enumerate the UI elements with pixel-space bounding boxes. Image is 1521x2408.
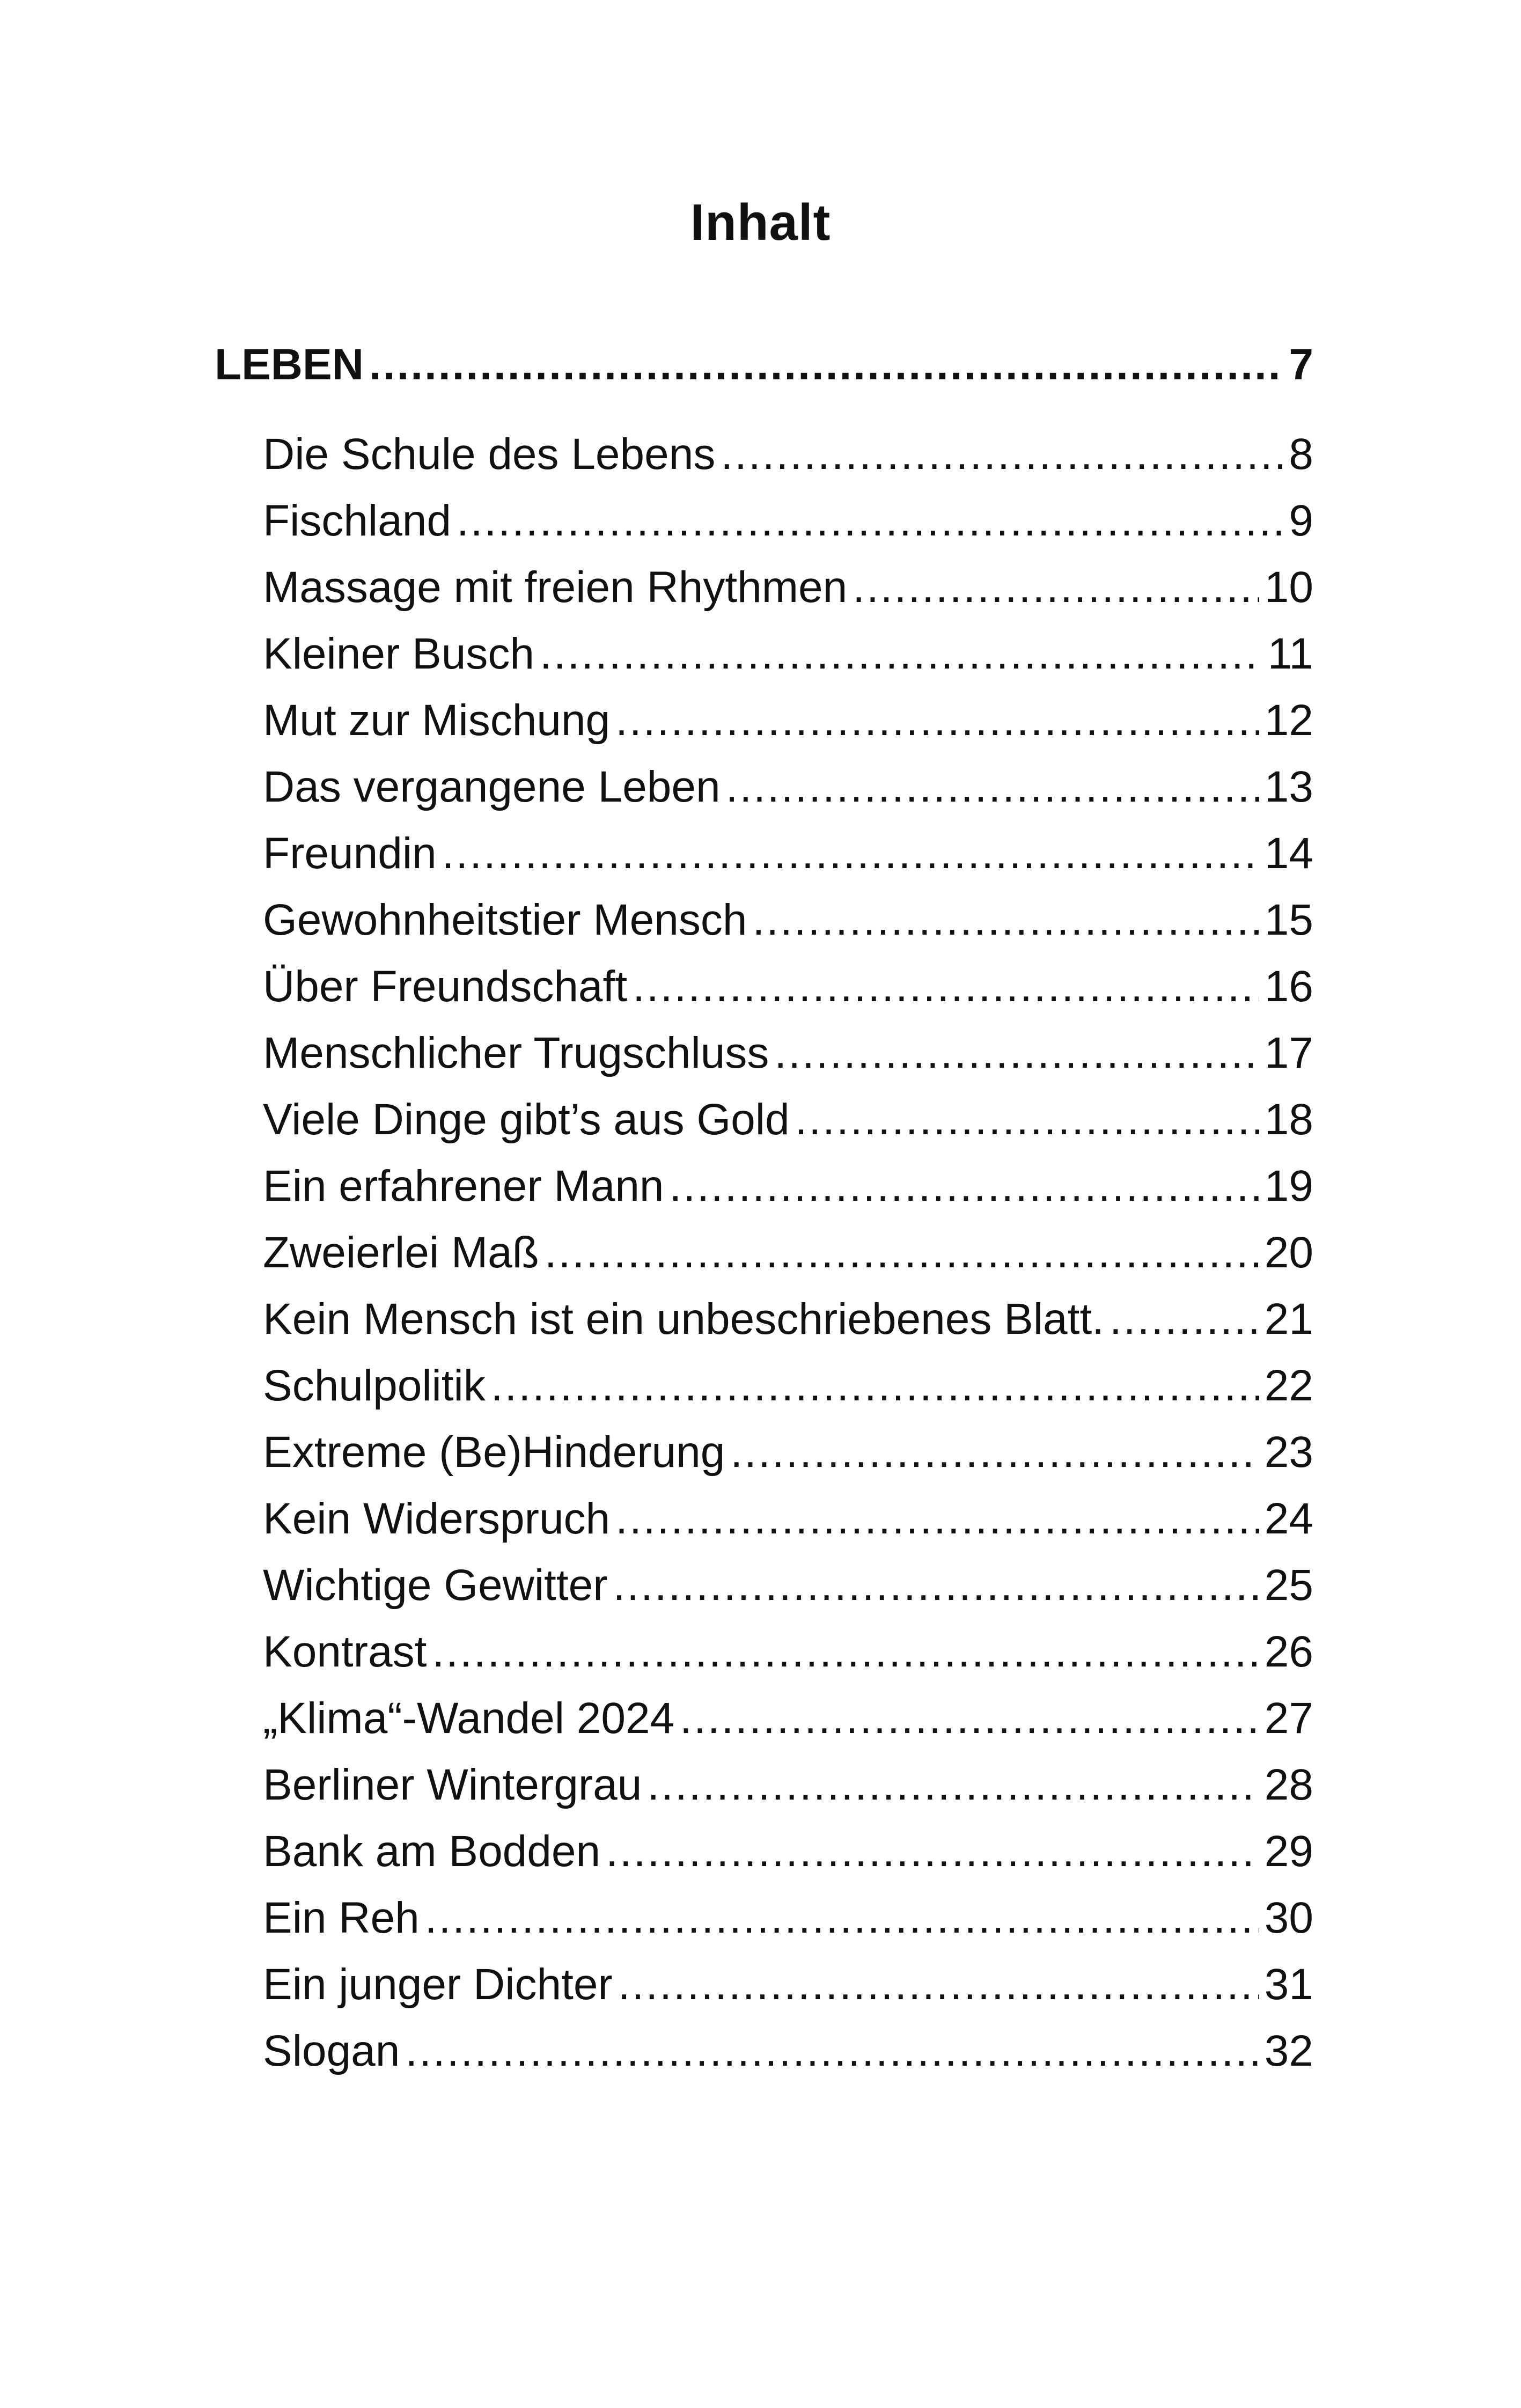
toc-entry[interactable] — [263, 1752, 1313, 1818]
entry-title: Über Freundschaft — [263, 962, 628, 1011]
entry-page-number: 20 — [1264, 1228, 1313, 1277]
toc-entry[interactable] — [263, 1020, 1313, 1086]
toc-entry[interactable] — [263, 1220, 1313, 1286]
entry-page-number: 17 — [1264, 1029, 1313, 1077]
toc-entry[interactable] — [263, 1619, 1313, 1685]
toc-entry[interactable] — [263, 1286, 1313, 1353]
entry-title: Massage mit freien Rhythmen — [263, 563, 848, 612]
toc-entry[interactable] — [263, 1086, 1313, 1153]
entry-page-number: 28 — [1264, 1760, 1313, 1809]
toc-entry[interactable] — [263, 1419, 1313, 1486]
dot-leader — [670, 1153, 1259, 1220]
page-title: Inhalt — [690, 194, 831, 251]
entry-title: Ein erfahrener Mann — [263, 1162, 664, 1210]
entry-page-number: 29 — [1264, 1827, 1313, 1876]
toc-entry[interactable] — [263, 1885, 1313, 1951]
entry-page-number: 32 — [1264, 2027, 1313, 2075]
entry-title: Wichtige Gewitter — [263, 1561, 608, 1610]
section-title: LEBEN — [215, 340, 364, 389]
entry-title: Gewohnheitstier Mensch — [263, 895, 747, 944]
entry-page-number: 24 — [1264, 1494, 1313, 1543]
entry-title: Kein Widerspruch — [263, 1494, 611, 1543]
dot-leader — [540, 621, 1262, 687]
dot-leader — [680, 1685, 1259, 1752]
entry-page-number: 14 — [1264, 829, 1313, 878]
entry-title: Extreme (Be)Hinderung — [263, 1428, 725, 1477]
section-page-number: 7 — [1289, 340, 1313, 389]
toc-entry[interactable] — [263, 887, 1313, 953]
entry-title: Viele Dinge gibt’s aus Gold — [263, 1095, 790, 1144]
entry-title: Ein junger Dichter — [263, 1960, 613, 2009]
toc-entry[interactable] — [263, 1818, 1313, 1885]
entry-title: Menschlicher Trugschluss — [263, 1029, 769, 1077]
entry-title: Ein Reh — [263, 1893, 420, 1942]
entry-title: Zweierlei Maß — [263, 1228, 539, 1277]
toc-entry[interactable] — [263, 953, 1313, 1020]
toc-entries — [263, 421, 1313, 2084]
entry-page-number: 10 — [1264, 563, 1313, 612]
entry-page-number: 27 — [1264, 1694, 1313, 1743]
dot-leader — [853, 554, 1259, 621]
dot-leader — [615, 687, 1259, 754]
dot-leader — [457, 488, 1283, 554]
entry-title: Fischland — [263, 496, 451, 545]
toc-entry[interactable] — [263, 488, 1313, 554]
entry-title: „Klima“-Wandel 2024 — [263, 1694, 675, 1743]
entry-page-number: 16 — [1264, 962, 1313, 1011]
entry-page-number: 31 — [1264, 1960, 1313, 2009]
dot-leader — [613, 1552, 1259, 1619]
dot-leader — [369, 333, 1283, 397]
dot-leader — [615, 1486, 1259, 1552]
table-of-contents — [215, 333, 1313, 2084]
toc-entry[interactable] — [263, 1153, 1313, 1220]
dot-leader — [618, 1951, 1259, 2018]
dot-leader — [730, 1419, 1259, 1486]
toc-entry[interactable] — [263, 2018, 1313, 2084]
toc-entry[interactable] — [263, 687, 1313, 754]
toc-entry[interactable] — [263, 621, 1313, 687]
entry-title: Schulpolitik — [263, 1361, 486, 1410]
entry-title: Kontrast — [263, 1627, 427, 1676]
entry-page-number: 13 — [1264, 762, 1313, 811]
entry-title: Freundin — [263, 829, 437, 878]
entry-page-number: 12 — [1264, 696, 1313, 745]
dot-leader — [442, 820, 1259, 887]
dot-leader — [795, 1086, 1259, 1153]
entry-title: Kleiner Busch — [263, 629, 534, 678]
entry-title: Die Schule des Lebens — [263, 430, 716, 479]
dot-leader — [647, 1752, 1259, 1818]
dot-leader — [774, 1020, 1259, 1086]
toc-entry[interactable] — [263, 1486, 1313, 1552]
dot-leader — [752, 887, 1259, 953]
entry-page-number: 21 — [1264, 1295, 1313, 1344]
dot-leader — [491, 1353, 1259, 1419]
entry-title: Slogan — [263, 2027, 400, 2075]
dot-leader — [633, 953, 1259, 1020]
dot-leader — [726, 754, 1259, 820]
entry-page-number: 9 — [1289, 496, 1313, 545]
toc-entry[interactable] — [263, 421, 1313, 488]
dot-leader — [721, 421, 1283, 488]
entry-page-number: 26 — [1264, 1627, 1313, 1676]
toc-section-leben[interactable] — [215, 333, 1313, 397]
toc-entry[interactable] — [263, 1685, 1313, 1752]
entry-title: Das vergangene Leben — [263, 762, 721, 811]
dot-leader — [432, 1619, 1259, 1685]
dot-leader — [545, 1220, 1259, 1286]
entry-title: Bank am Bodden — [263, 1827, 601, 1876]
entry-title: Kein Mensch ist ein unbeschriebenes Blatt. — [263, 1295, 1105, 1344]
dot-leader — [425, 1885, 1259, 1951]
toc-entry[interactable] — [263, 1353, 1313, 1419]
entry-page-number: 25 — [1264, 1561, 1313, 1610]
entry-page-number: 11 — [1267, 629, 1313, 678]
toc-entry[interactable] — [263, 754, 1313, 820]
entry-title: Berliner Wintergrau — [263, 1760, 642, 1809]
entry-page-number: 8 — [1289, 430, 1313, 479]
entry-page-number: 19 — [1264, 1162, 1313, 1210]
dot-leader — [606, 1818, 1259, 1885]
entry-page-number: 22 — [1264, 1361, 1313, 1410]
toc-entry[interactable] — [263, 820, 1313, 887]
entry-page-number: 15 — [1264, 895, 1313, 944]
toc-entry[interactable] — [263, 1951, 1313, 2018]
entry-title: Mut zur Mischung — [263, 696, 611, 745]
entry-page-number: 18 — [1264, 1095, 1313, 1144]
entry-page-number: 30 — [1264, 1893, 1313, 1942]
toc-entry[interactable] — [263, 1552, 1313, 1619]
entry-page-number: 23 — [1264, 1428, 1313, 1477]
dot-leader — [1109, 1286, 1259, 1353]
dot-leader — [405, 2018, 1259, 2084]
toc-entry[interactable] — [263, 554, 1313, 621]
